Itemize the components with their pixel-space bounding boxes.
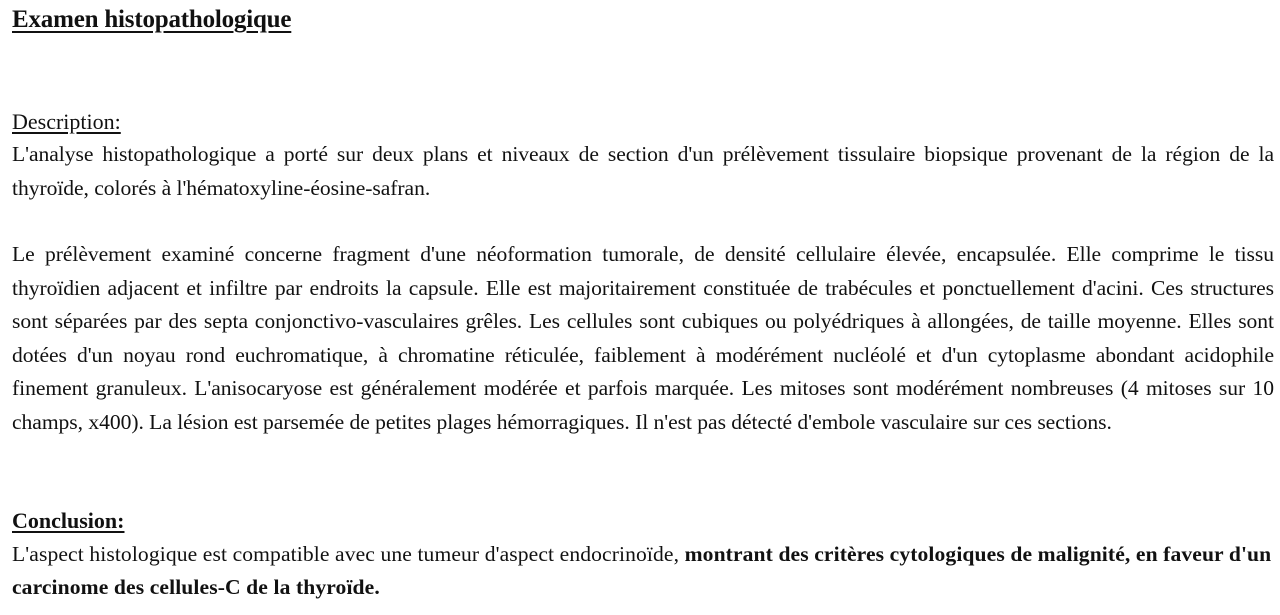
conclusion-text-part-1: L'aspect histologique est compatible avec une tumeur d'aspect endocrinoïde, <box>12 542 685 566</box>
document-title: Examen histopathologique <box>12 6 292 33</box>
description-heading: Description: <box>12 109 121 134</box>
description-paragraph-1: L'analyse histopathologique a porté sur deux plans et niveaux de section d'un prélèvement tissulaire biopsique provenant de la région de la thyroïde, colorés à l'hématoxyline-éosine-safran. <box>12 142 1274 200</box>
description-paragraph-2: Le prélèvement examiné concerne fragment d'une néoformation tumorale, de densité cellulaire élevée, encapsulée. Elle comprime le tissu thyroïdien adjacent et infiltre par endroits la capsule. Elle est majoritairement constituée de trabécules et ponctuellement d'acini. Ces structures sont séparées par des septa conjonctivo-vasculaires grêles. Les cellules sont cubiques ou polyédriques à allongées, de taille moyenne. Elles sont dotées d'un noyau rond euchromatique, à chromatine réticulée, faiblement à modérément nucléolé et d'un cytoplasme abondant acidophile finement granuleux. L'anisocaryose est généralement modérée et parfois marquée. Les mitoses sont modérément nombreuses (4 mitoses sur 10 champs, x400). La lésion est parsemée de petites plages hémorragiques. Il n'est pas détecté d'embole vasculaire sur ces sections. <box>12 242 1274 434</box>
conclusion-text <box>12 538 1274 604</box>
conclusion-heading: Conclusion: <box>12 508 125 533</box>
conclusion-text-part-2: montrant des critères cytologiques de malignité, en faveur d'un carcinome des cellules-C de la thyroïde. <box>12 542 1272 599</box>
